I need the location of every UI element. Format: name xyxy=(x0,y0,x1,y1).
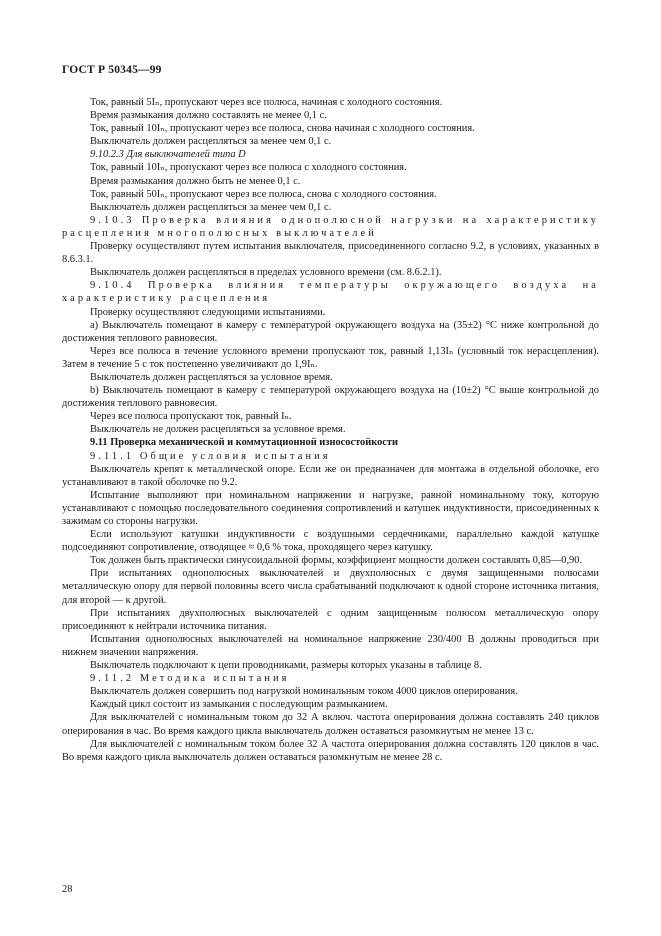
paragraph-single-pole-support: При испытаниях однополюсных выключателей и двухполюсных с двумя защищенными полюсами металлическую опору для первой половины всего числа срабатываний подключают к одной стороне источника питания, для второй — к другой. xyxy=(62,568,599,606)
paragraph-conductors: Выключатель подключают к цепи проводниками, размеры которых указаны в таблице 8. xyxy=(90,660,482,672)
paragraph-current-50in: Ток, равный 50Iₙ, пропускают через все полюса, снова с холодного состояния. xyxy=(90,188,437,200)
clause-9-11-1-heading: 9.11.1 Общие условия испытания xyxy=(90,450,331,462)
paragraph-trip-time-1: Выключатель должен расцепляться за менее чем 0,1 с. xyxy=(90,136,332,148)
paragraph-opening-time-1: Время размыкания должно составлять не менее 0,1 с. xyxy=(90,110,327,122)
paragraph-test-b: b) Выключатель помещают в камеру с температурой окружающего воздуха на (10±2) °С выше контрольной до достижения теплового равновесия. xyxy=(62,385,599,410)
clause-9-10-4-heading: 9.10.4 Проверка влияния температуры окружающего воздуха на характеристику расцепления xyxy=(62,280,599,305)
paragraph-test-a-requirement: Выключатель должен расцепляться за условное время. xyxy=(90,371,333,383)
clause-9-10-2-3-heading: 9.10.2.3 Для выключателей типа D xyxy=(90,149,246,161)
paragraph-inductors: Если используют катушки индуктивности с воздушными сердечниками, параллельно каждой катушке подсоединяют сопротивление, отводящее ≈ 0,6 % тока, проходящего через катушку. xyxy=(62,529,599,554)
paragraph-rate-over-32a: Для выключателей с номинальным током более 32 А частота оперирования должна составлять 120 циклов в час. Во время каждого цикла выключатель должен оставаться разомкнутым не менее 28 с. xyxy=(62,738,599,763)
paragraph-9-10-4-intro: Проверку осуществляют следующими испытаниями. xyxy=(90,306,326,318)
paragraph-test-b-requirement: Выключатель не должен расцепляться за условное время. xyxy=(90,424,346,436)
paragraph-test-a-current: Через все полюса в течение условного времени пропускают ток, равный 1,13Iₙ (условный ток нерасцепления). Затем в течение 5 с ток постепенно увеличивают до 1,9Iₙ. xyxy=(62,345,599,370)
page-body xyxy=(62,96,599,764)
paragraph-cycle-count: Выключатель должен совершить под нагрузкой номинальным током 4000 циклов оперирования. xyxy=(90,686,518,698)
paragraph-9-10-3-requirement: Выключатель должен расцепляться в пределах условного времени (см. 8.6.2.1). xyxy=(90,267,442,279)
paragraph-9-10-3-method: Проверку осуществляют путем испытания выключателя, присоединенного согласно 9.2, в условиях, указанных в 8.6.3.1. xyxy=(62,241,599,266)
paragraph-opening-time-2: Время размыкания должно быть не менее 0,1 с. xyxy=(90,175,301,187)
paragraph-trip-time-2: Выключатель должен расцепляться за менее чем 0,1 с. xyxy=(90,201,332,213)
clause-9-11-2-heading: 9.11.2 Методика испытания xyxy=(90,673,290,685)
paragraph-test-load: Испытание выполняют при номинальном напряжении и нагрузке, равной номинальному току, которую устанавливают с помощью последовательного соединения сопротивлений и катушек индуктивности, присоединенных к зажимам со стороны нагрузки. xyxy=(62,489,599,527)
paragraph-current-10in-type-d: Ток, равный 10Iₙ, пропускают через все полюса с холодного состояния. xyxy=(90,162,407,174)
paragraph-test-a: a) Выключатель помещают в камеру с температурой окружающего воздуха на (35±2) °С ниже контрольной до достижения теплового равновесия. xyxy=(62,319,599,344)
page-header-standard-number: ГОСТ Р 50345—99 xyxy=(62,64,162,76)
page-number: 28 xyxy=(62,884,73,895)
paragraph-rate-up-to-32a: Для выключателей с номинальным током до 32 А включ. частота оперирования должна составлять 240 циклов оперирования в час. Во время каждого цикла выключатель должен оставаться разомкнутым не менее 13 с. xyxy=(62,712,599,737)
paragraph-cycle-definition: Каждый цикл состоит из замыкания с последующим размыканием. xyxy=(90,699,388,711)
paragraph-current-10in: Ток, равный 10Iₙ, пропускают через все полюса, снова начиная с холодного состояния. xyxy=(90,123,475,135)
paragraph-current-5in: Ток, равный 5Iₙ, пропускают через все полюса, начиная с холодного состояния. xyxy=(90,97,443,108)
paragraph-mounting: Выключатель крепят к металлической опоре. Если же он предназначен для монтажа в отдельной оболочке, его устанавливают в такой оболочке по 9.2. xyxy=(62,463,599,488)
paragraph-power-factor: Ток должен быть практически синусоидальной формы, коэффициент мощности должен составлять 0,85—0,90. xyxy=(90,555,583,567)
paragraph-voltage: Испытания однополюсных выключателей на номинальное напряжение 230/400 В должны проводиться при нижнем значении напряжения. xyxy=(62,633,599,658)
paragraph-test-b-current: Через все полюса пропускают ток, равный Iₙ. xyxy=(90,411,292,423)
section-9-11-heading: 9.11 Проверка механической и коммутационной износостойкости xyxy=(90,437,398,449)
paragraph-two-pole-support: При испытаниях двухполюсных выключателей с одним защищенным полюсом металлическую опору присоединяют к нейтрали источника питания. xyxy=(62,607,599,632)
clause-9-10-3-heading: 9.10.3 Проверка влияния однополюсной нагрузки на характеристику расцепления многополюсных выключателей xyxy=(62,214,599,239)
